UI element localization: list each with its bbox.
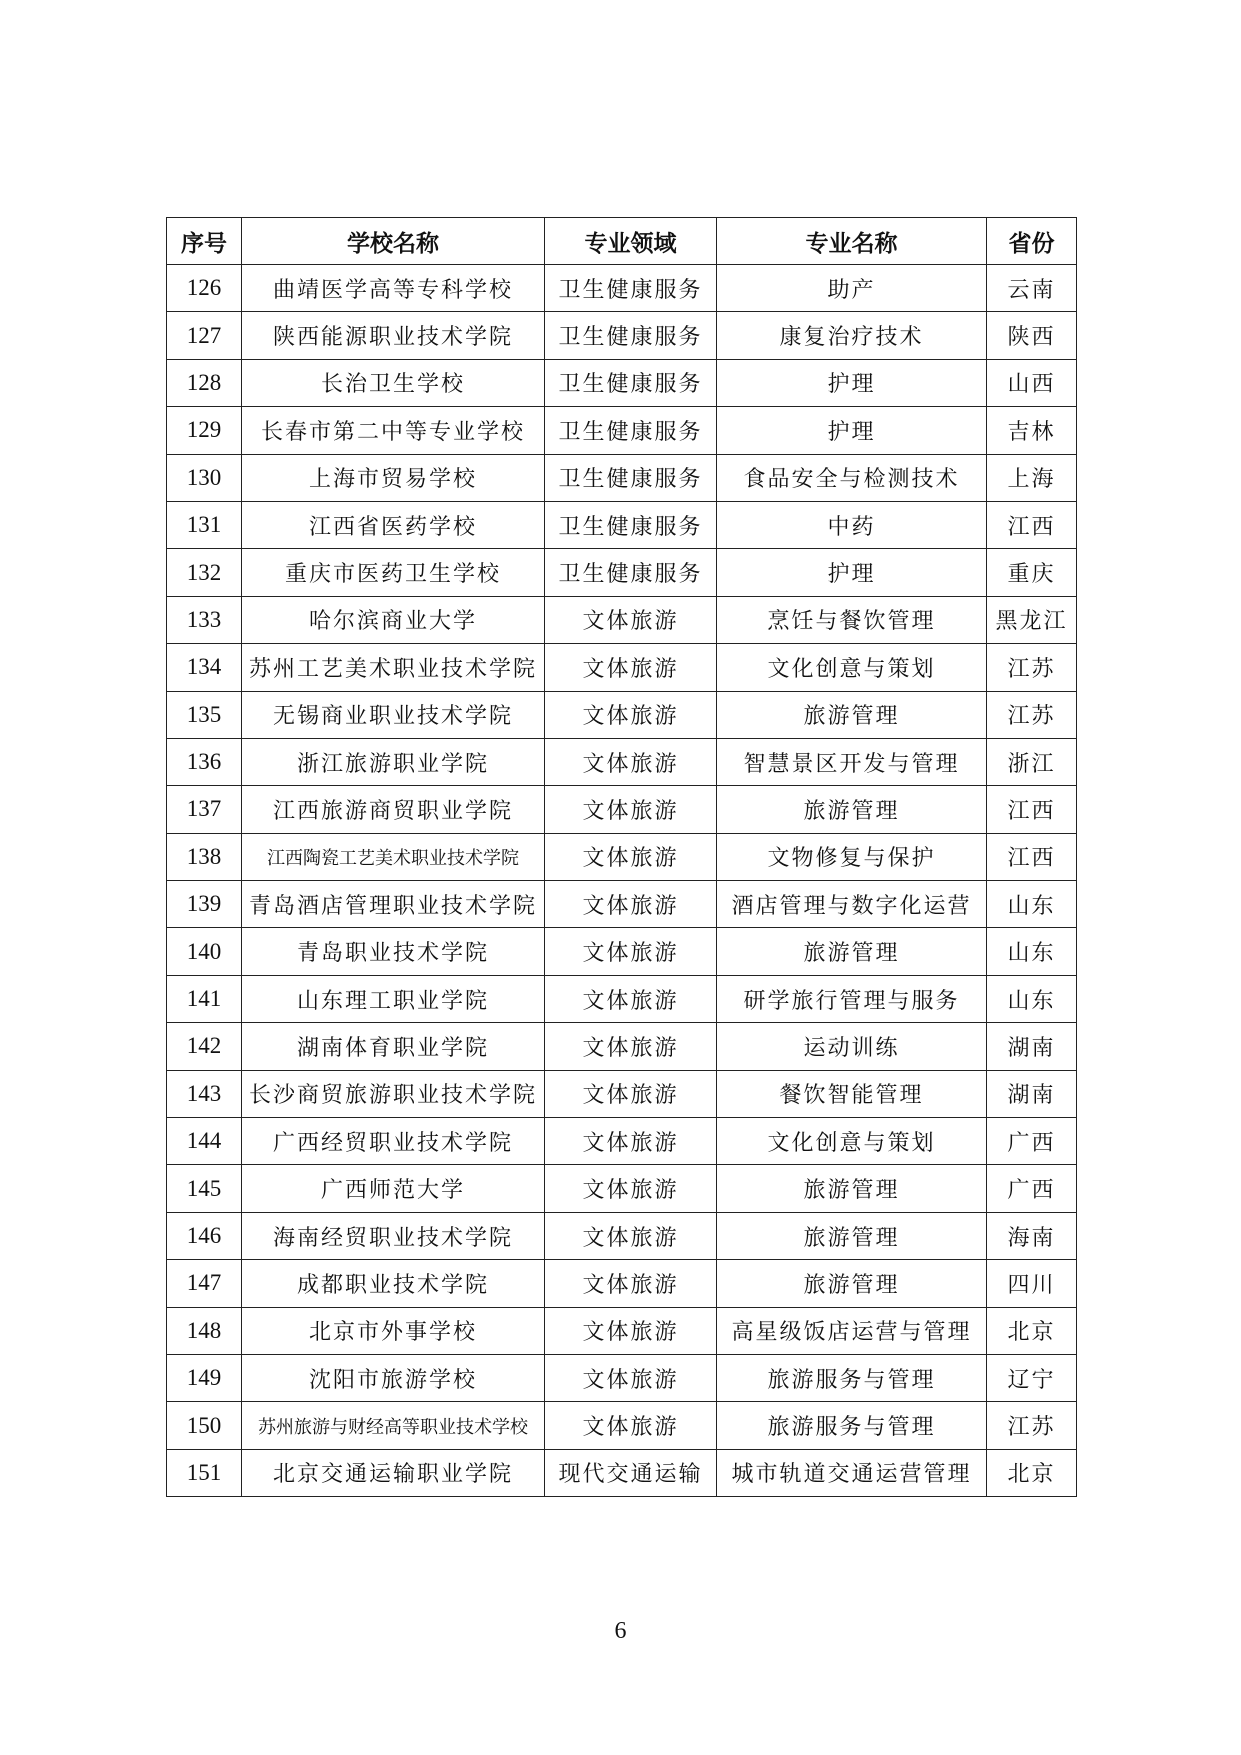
table-row <box>167 833 1077 880</box>
cell-field: 文体旅游 <box>545 1118 717 1165</box>
cell-major-name: 护理 <box>717 359 987 406</box>
cell-major-name: 助产 <box>717 265 987 312</box>
cell-school-name: 江西陶瓷工艺美术职业技术学院 <box>242 833 545 880</box>
cell-field: 文体旅游 <box>545 596 717 643</box>
cell-province: 广西 <box>987 1118 1077 1165</box>
cell-field: 文体旅游 <box>545 833 717 880</box>
cell-school-name: 山东理工职业学院 <box>242 975 545 1022</box>
cell-field: 卫生健康服务 <box>545 454 717 501</box>
table-row <box>167 1354 1077 1401</box>
cell-province: 山东 <box>987 975 1077 1022</box>
cell-field: 文体旅游 <box>545 1165 717 1212</box>
cell-major-name: 旅游服务与管理 <box>717 1402 987 1449</box>
cell-province: 江苏 <box>987 691 1077 738</box>
cell-field: 文体旅游 <box>545 881 717 928</box>
cell-school-name: 青岛酒店管理职业技术学院 <box>242 881 545 928</box>
cell-major-name: 康复治疗技术 <box>717 312 987 359</box>
cell-province: 北京 <box>987 1307 1077 1354</box>
cell-major-name: 城市轨道交通运营管理 <box>717 1449 987 1496</box>
cell-index: 126 <box>167 265 242 312</box>
table-row <box>167 1165 1077 1212</box>
cell-province: 湖南 <box>987 1023 1077 1070</box>
cell-index: 150 <box>167 1402 242 1449</box>
table-row <box>167 738 1077 785</box>
header-index: 序号 <box>167 218 242 265</box>
cell-province: 上海 <box>987 454 1077 501</box>
cell-school-name: 重庆市医药卫生学校 <box>242 549 545 596</box>
cell-province: 江西 <box>987 786 1077 833</box>
cell-index: 147 <box>167 1260 242 1307</box>
cell-major-name: 智慧景区开发与管理 <box>717 738 987 785</box>
cell-school-name: 哈尔滨商业大学 <box>242 596 545 643</box>
cell-province: 黑龙江 <box>987 596 1077 643</box>
cell-school-name: 北京交通运输职业学院 <box>242 1449 545 1496</box>
table-row <box>167 549 1077 596</box>
cell-index: 143 <box>167 1070 242 1117</box>
cell-major-name: 旅游管理 <box>717 1212 987 1259</box>
cell-field: 文体旅游 <box>545 786 717 833</box>
cell-school-name: 广西经贸职业技术学院 <box>242 1118 545 1165</box>
table-row <box>167 265 1077 312</box>
cell-school-name: 北京市外事学校 <box>242 1307 545 1354</box>
cell-province: 辽宁 <box>987 1354 1077 1401</box>
cell-field: 文体旅游 <box>545 1260 717 1307</box>
cell-province: 四川 <box>987 1260 1077 1307</box>
cell-province: 江西 <box>987 501 1077 548</box>
cell-school-name: 上海市贸易学校 <box>242 454 545 501</box>
cell-province: 江西 <box>987 833 1077 880</box>
cell-major-name: 酒店管理与数字化运营 <box>717 881 987 928</box>
cell-index: 138 <box>167 833 242 880</box>
cell-province: 浙江 <box>987 738 1077 785</box>
cell-school-name: 青岛职业技术学院 <box>242 928 545 975</box>
cell-index: 135 <box>167 691 242 738</box>
cell-school-name: 苏州旅游与财经高等职业技术学校 <box>242 1402 545 1449</box>
cell-school-name: 长沙商贸旅游职业技术学院 <box>242 1070 545 1117</box>
cell-field: 文体旅游 <box>545 1402 717 1449</box>
cell-index: 129 <box>167 407 242 454</box>
table-row <box>167 407 1077 454</box>
cell-field: 文体旅游 <box>545 975 717 1022</box>
cell-province: 吉林 <box>987 407 1077 454</box>
cell-province: 云南 <box>987 265 1077 312</box>
cell-index: 149 <box>167 1354 242 1401</box>
cell-field: 卫生健康服务 <box>545 312 717 359</box>
header-field: 专业领域 <box>545 218 717 265</box>
cell-major-name: 旅游管理 <box>717 691 987 738</box>
cell-field: 卫生健康服务 <box>545 549 717 596</box>
table-row <box>167 975 1077 1022</box>
table-row <box>167 1118 1077 1165</box>
cell-school-name: 长春市第二中等专业学校 <box>242 407 545 454</box>
cell-school-name: 广西师范大学 <box>242 1165 545 1212</box>
table-row <box>167 1212 1077 1259</box>
cell-index: 130 <box>167 454 242 501</box>
cell-index: 142 <box>167 1023 242 1070</box>
cell-major-name: 文物修复与保护 <box>717 833 987 880</box>
table-row <box>167 928 1077 975</box>
cell-major-name: 食品安全与检测技术 <box>717 454 987 501</box>
cell-field: 卫生健康服务 <box>545 501 717 548</box>
table-row <box>167 454 1077 501</box>
cell-index: 141 <box>167 975 242 1022</box>
cell-province: 北京 <box>987 1449 1077 1496</box>
cell-index: 127 <box>167 312 242 359</box>
cell-province: 山东 <box>987 881 1077 928</box>
cell-school-name: 浙江旅游职业学院 <box>242 738 545 785</box>
table-row <box>167 786 1077 833</box>
cell-major-name: 旅游服务与管理 <box>717 1354 987 1401</box>
cell-school-name: 海南经贸职业技术学院 <box>242 1212 545 1259</box>
cell-school-name: 无锡商业职业技术学院 <box>242 691 545 738</box>
table-header-row <box>167 218 1077 265</box>
cell-index: 148 <box>167 1307 242 1354</box>
cell-field: 文体旅游 <box>545 1212 717 1259</box>
cell-major-name: 运动训练 <box>717 1023 987 1070</box>
cell-province: 广西 <box>987 1165 1077 1212</box>
cell-province: 海南 <box>987 1212 1077 1259</box>
cell-major-name: 烹饪与餐饮管理 <box>717 596 987 643</box>
cell-major-name: 研学旅行管理与服务 <box>717 975 987 1022</box>
cell-index: 140 <box>167 928 242 975</box>
cell-major-name: 旅游管理 <box>717 928 987 975</box>
table-row <box>167 644 1077 691</box>
cell-major-name: 文化创意与策划 <box>717 644 987 691</box>
cell-index: 145 <box>167 1165 242 1212</box>
cell-field: 文体旅游 <box>545 1023 717 1070</box>
cell-field: 卫生健康服务 <box>545 359 717 406</box>
cell-school-name: 沈阳市旅游学校 <box>242 1354 545 1401</box>
cell-major-name: 文化创意与策划 <box>717 1118 987 1165</box>
header-major-name: 专业名称 <box>717 218 987 265</box>
cell-field: 卫生健康服务 <box>545 407 717 454</box>
cell-province: 山西 <box>987 359 1077 406</box>
cell-major-name: 中药 <box>717 501 987 548</box>
cell-field: 现代交通运输 <box>545 1449 717 1496</box>
cell-school-name: 成都职业技术学院 <box>242 1260 545 1307</box>
cell-index: 146 <box>167 1212 242 1259</box>
cell-field: 文体旅游 <box>545 1307 717 1354</box>
cell-index: 132 <box>167 549 242 596</box>
cell-field: 文体旅游 <box>545 928 717 975</box>
cell-school-name: 苏州工艺美术职业技术学院 <box>242 644 545 691</box>
cell-school-name: 江西旅游商贸职业学院 <box>242 786 545 833</box>
table-row <box>167 501 1077 548</box>
cell-school-name: 湖南体育职业学院 <box>242 1023 545 1070</box>
table-body <box>167 265 1077 1497</box>
schools-table <box>166 217 1077 1497</box>
cell-school-name: 江西省医药学校 <box>242 501 545 548</box>
cell-field: 文体旅游 <box>545 691 717 738</box>
cell-province: 江苏 <box>987 644 1077 691</box>
cell-index: 151 <box>167 1449 242 1496</box>
table-row <box>167 312 1077 359</box>
cell-field: 文体旅游 <box>545 1354 717 1401</box>
cell-province: 江苏 <box>987 1402 1077 1449</box>
cell-major-name: 餐饮智能管理 <box>717 1070 987 1117</box>
cell-field: 文体旅游 <box>545 1070 717 1117</box>
table-row <box>167 1260 1077 1307</box>
cell-province: 山东 <box>987 928 1077 975</box>
cell-major-name: 旅游管理 <box>717 786 987 833</box>
table-row <box>167 1449 1077 1496</box>
table-row <box>167 1070 1077 1117</box>
table-row <box>167 596 1077 643</box>
header-province: 省份 <box>987 218 1077 265</box>
cell-field: 文体旅游 <box>545 738 717 785</box>
cell-index: 133 <box>167 596 242 643</box>
cell-school-name: 曲靖医学高等专科学校 <box>242 265 545 312</box>
cell-school-name: 陕西能源职业技术学院 <box>242 312 545 359</box>
cell-major-name: 旅游管理 <box>717 1260 987 1307</box>
cell-school-name: 长治卫生学校 <box>242 359 545 406</box>
cell-index: 139 <box>167 881 242 928</box>
table-row <box>167 691 1077 738</box>
cell-major-name: 高星级饭店运营与管理 <box>717 1307 987 1354</box>
cell-index: 137 <box>167 786 242 833</box>
cell-index: 136 <box>167 738 242 785</box>
cell-province: 湖南 <box>987 1070 1077 1117</box>
cell-major-name: 护理 <box>717 407 987 454</box>
cell-index: 131 <box>167 501 242 548</box>
cell-province: 重庆 <box>987 549 1077 596</box>
cell-province: 陕西 <box>987 312 1077 359</box>
cell-index: 144 <box>167 1118 242 1165</box>
cell-index: 134 <box>167 644 242 691</box>
table-row <box>167 1023 1077 1070</box>
cell-index: 128 <box>167 359 242 406</box>
header-school-name: 学校名称 <box>242 218 545 265</box>
table-row <box>167 1402 1077 1449</box>
cell-major-name: 护理 <box>717 549 987 596</box>
page-number: 6 <box>614 1618 627 1644</box>
cell-field: 卫生健康服务 <box>545 265 717 312</box>
cell-field: 文体旅游 <box>545 644 717 691</box>
table-row <box>167 359 1077 406</box>
cell-major-name: 旅游管理 <box>717 1165 987 1212</box>
table-row <box>167 1307 1077 1354</box>
table-row <box>167 881 1077 928</box>
